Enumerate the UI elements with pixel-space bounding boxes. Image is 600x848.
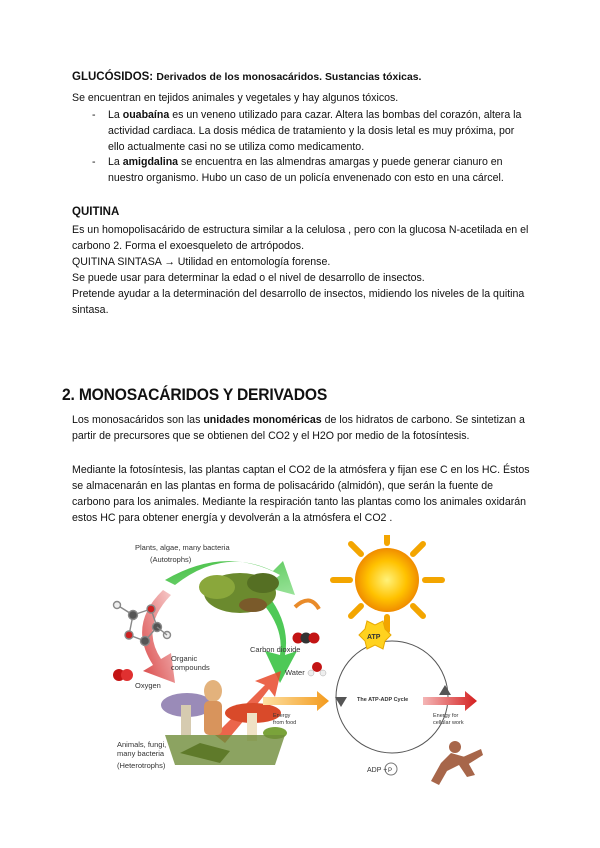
glucosidos-title: GLUCÓSIDOS:: [72, 71, 154, 83]
quitina-heading: QUITINA: [72, 206, 120, 218]
organic-compounds-label-2: compounds: [171, 663, 210, 672]
heterotrophs-cluster-icon: [161, 680, 287, 765]
energy-food-label: Energy: [273, 713, 291, 719]
heterotrophs-label-2: many bacteria: [117, 749, 165, 758]
unidades-monomericas-term: unidades monoméricas: [203, 414, 322, 426]
runner-icon: [431, 741, 483, 785]
section-heading: 2. MONOSACÁRIDOS Y DERIVADOS: [62, 385, 328, 404]
atp-label: ATP: [367, 634, 381, 641]
atp-cycle-label: The ATP-ADP Cycle: [357, 697, 409, 703]
organic-compounds-label: Organic: [171, 654, 198, 663]
glucosidos-intro: Se encuentran en tejidos animales y vegetales y hay algunos tóxicos.: [72, 92, 399, 104]
autotrophs-label: Plants, algae, many bacteria: [135, 543, 230, 552]
amigdalina-text: La amigdalina se encuentra en las almendras amargas y puede generar cianuro en nuestro organismo. Hubo un caso de un policía envenenado con esto en una cárcel.: [108, 156, 504, 184]
carbon-dioxide-molecule-icon: [293, 633, 320, 644]
molecule-icon: [114, 602, 171, 646]
quitina-paragraph-4: Pretende ayudar a la determinación del desarrollo de insectos, midiendo los niveles de la quitina sintasa.: [72, 288, 525, 316]
carbon-cycle-figure: [105, 535, 515, 795]
carbon-dioxide-label: Carbon dioxide: [250, 645, 301, 654]
ouabaina-term: ouabaína: [122, 109, 170, 121]
bullet-dash: -: [92, 156, 96, 168]
oxygen-label: Oxygen: [135, 681, 161, 690]
list-item-amigdalina: [92, 154, 532, 186]
glucosidos-heading: [72, 71, 421, 83]
bullet-dash: -: [92, 109, 96, 121]
sun-icon: [333, 535, 442, 631]
quitina-paragraph-3: Se puede usar para determinar la edad o el nivel de desarrollo de insectos.: [72, 272, 425, 284]
quitina-paragraph-1: Es un homopolisacárido de estructura similar a la celulosa , pero con la glucosa N-acetilada en el carbono 2. Forma el exoesqueleto de artrópodos.: [72, 224, 529, 252]
monosacaridos-paragraph-1: Los monosacáridos son las unidades monoméricas de los hidratos de carbono. Se sintetizan a partir de precursores que se obtienen del CO2 y el H2O por medio de la fotosíntesis.: [72, 414, 525, 442]
quitina-paragraph-2: QUITINA SINTASA → Utilidad en entomología forense.: [72, 256, 331, 268]
monosacaridos-paragraph-2: Mediante la fotosíntesis, las plantas captan el CO2 de la atmósfera y fijan ese C en los HC. Éstos se almacenarán en las plantas en forma de polisacárido (almidón), que serán la fuente de carbono para los animales. Mediante la respiración tanto las plantas como los animales oxidarán estos HC para obtener energía y devolverán a la atmósfera el CO2 .: [72, 464, 530, 524]
phosphate-label: P: [388, 768, 393, 774]
energy-cell-label: Energy for: [433, 713, 459, 719]
energy-food-label-2: from food: [273, 720, 297, 726]
adp-label: ADP +: [367, 767, 388, 774]
water-label: Water: [285, 668, 305, 677]
glucosidos-subtitle: Derivados de los monosacáridos. Sustancias tóxicas.: [156, 72, 422, 83]
list-item-ouabaina: [92, 107, 532, 155]
heterotrophs-label-3: (Heterotrophs): [117, 761, 166, 770]
autotrophs-sublabel: (Autotrophs): [150, 555, 192, 564]
oxygen-molecule-icon: [113, 669, 133, 681]
orange-hook-icon: [295, 600, 319, 609]
water-molecule-icon: [308, 662, 326, 676]
heterotrophs-label: Animals, fungi,: [117, 740, 167, 749]
amigdalina-term: amigdalina: [122, 156, 179, 168]
energy-cell-label-2: cellular work: [433, 720, 464, 726]
ouabaina-text: La ouabaína es un veneno utilizado para cazar. Altera las bombas del corazón, altera la actividad cardiaca. La dosis médica de tratamiento y la dosis letal es muy próxima, por ello actualmente casi no se utiliza como medicamento.: [108, 109, 522, 153]
